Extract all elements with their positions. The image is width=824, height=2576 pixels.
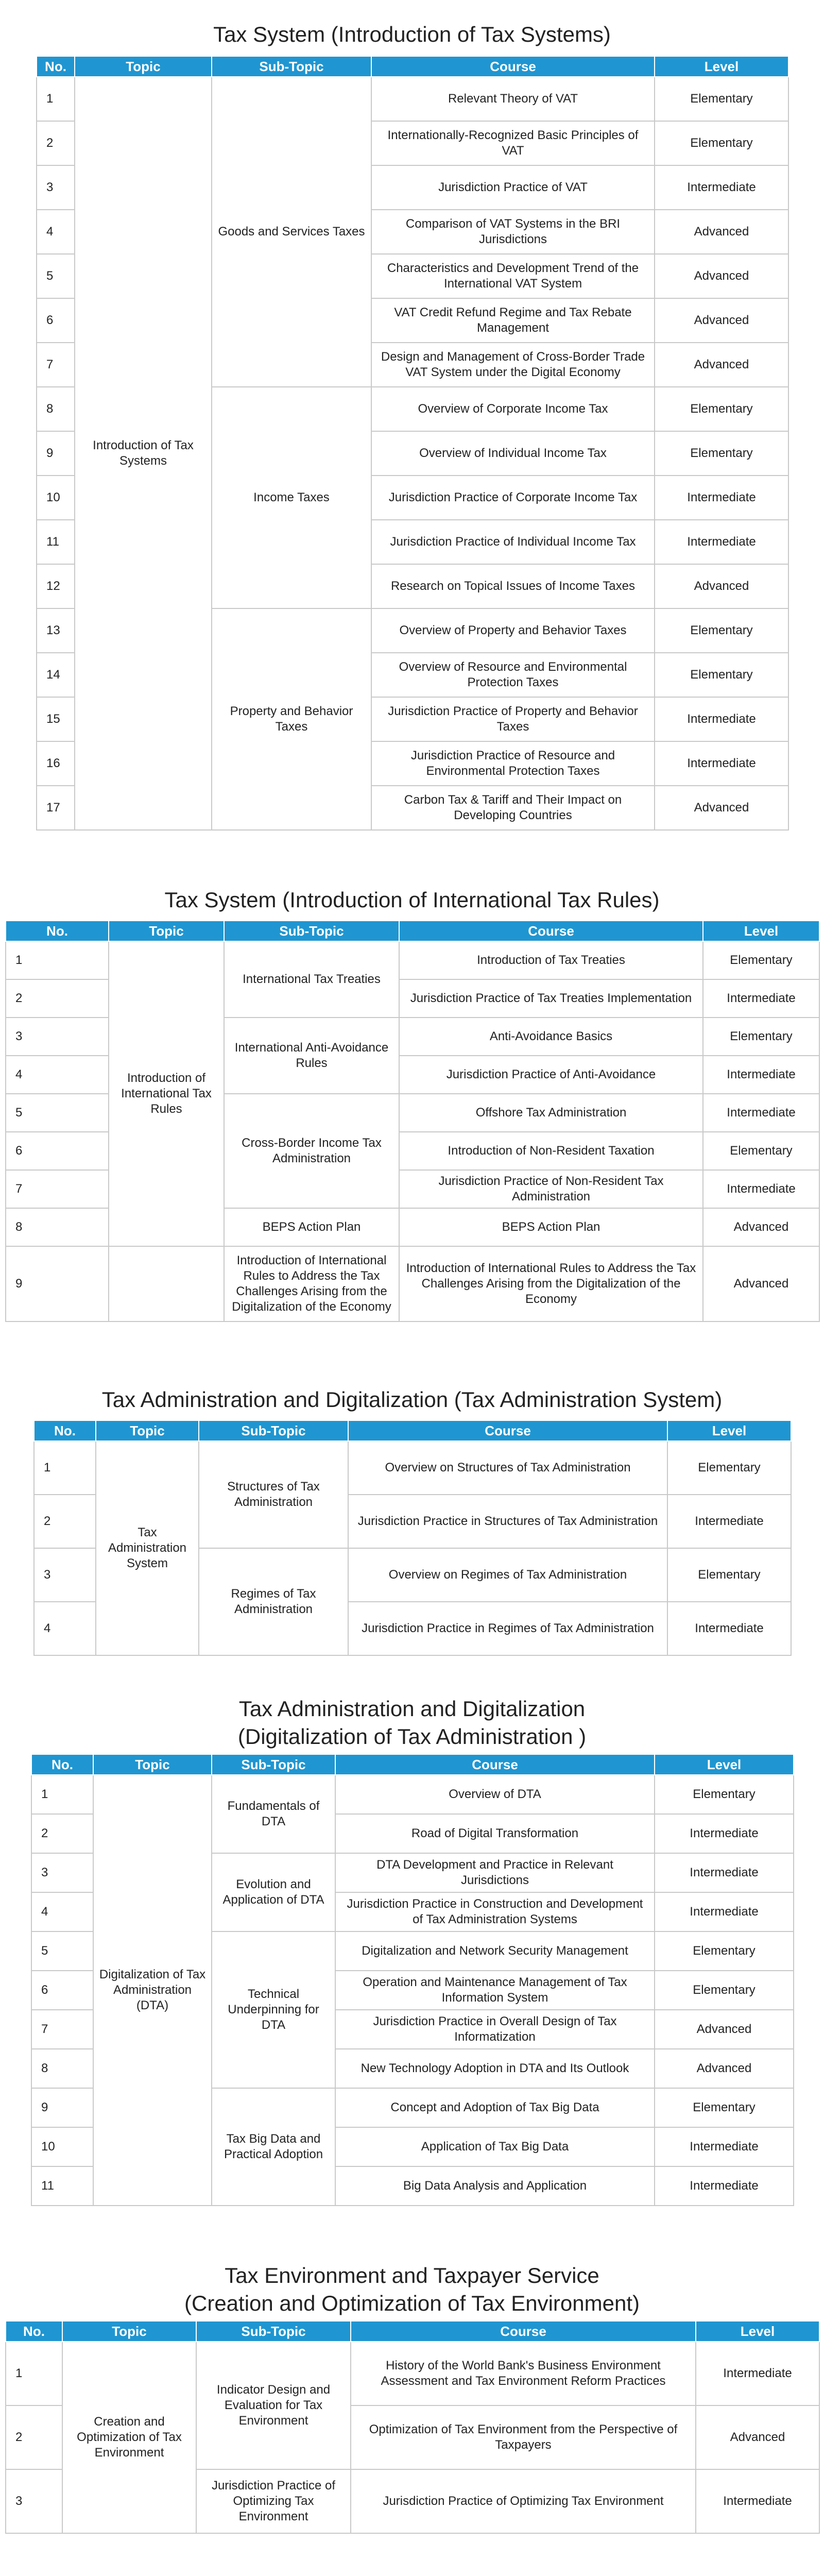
row-number: 5 <box>6 1094 109 1132</box>
course-cell: Jurisdiction Practice of Tax Treaties Implementation <box>399 979 703 1018</box>
course-cell: Jurisdiction Practice of VAT <box>371 165 655 210</box>
row-number: 2 <box>37 121 75 165</box>
topic-cell: Digitalization of Tax Administration (DTA) <box>93 1775 212 2206</box>
level-cell: Intermediate <box>696 2342 819 2405</box>
course-cell: Overview on Structures of Tax Administration <box>348 1441 667 1495</box>
course-cell: Overview of DTA <box>335 1775 655 1814</box>
row-number: 7 <box>31 2010 93 2049</box>
course-table <box>36 56 789 831</box>
level-cell: Elementary <box>655 653 788 697</box>
course-cell: Jurisdiction Practice in Overall Design of Tax Informatization <box>335 2010 655 2049</box>
row-number: 17 <box>37 786 75 830</box>
row-number: 16 <box>37 741 75 786</box>
row-number: 11 <box>31 2166 93 2206</box>
row-number: 5 <box>31 1931 93 1971</box>
course-cell: Jurisdiction Practice of Corporate Income Tax <box>371 476 655 520</box>
row-number: 1 <box>37 77 75 121</box>
row-number: 11 <box>37 520 75 564</box>
header-subtopic: Sub-Topic <box>196 2321 351 2342</box>
level-cell: Advanced <box>655 343 788 387</box>
level-cell: Elementary <box>703 1018 819 1056</box>
header-course: Course <box>348 1420 667 1441</box>
level-cell: Intermediate <box>655 1892 794 1931</box>
row-number: 3 <box>6 1018 109 1056</box>
level-cell: Intermediate <box>655 741 788 786</box>
row-number: 7 <box>37 343 75 387</box>
section-tax-environment <box>5 2262 819 2534</box>
course-cell: Overview of Individual Income Tax <box>371 431 655 476</box>
row-number: 15 <box>37 697 75 741</box>
section-title: Tax System (Introduction of International Tax Rules) <box>164 888 660 912</box>
level-cell: Elementary <box>655 77 788 121</box>
table-row <box>6 2342 819 2405</box>
subtopic-cell: Structures of Tax Administration <box>199 1441 348 1548</box>
section-digitalization-of-tax-administration <box>31 1695 793 2206</box>
course-cell: Overview on Regimes of Tax Administration <box>348 1548 667 1602</box>
level-cell: Advanced <box>703 1208 819 1246</box>
course-cell: Characteristics and Development Trend of the International VAT System <box>371 254 655 298</box>
subtopic-cell: International Tax Treaties <box>224 941 399 1018</box>
level-cell: Intermediate <box>703 1170 819 1208</box>
header-level: Level <box>696 2321 819 2342</box>
level-cell: Intermediate <box>655 476 788 520</box>
level-cell: Intermediate <box>655 2127 794 2166</box>
course-cell: Comparison of VAT Systems in the BRI Jurisdictions <box>371 210 655 254</box>
row-number: 8 <box>31 2049 93 2088</box>
level-cell: Elementary <box>655 1971 794 2010</box>
level-cell: Elementary <box>667 1548 791 1602</box>
subtopic-cell: International Anti-Avoidance Rules <box>224 1018 399 1094</box>
row-number: 9 <box>6 1246 109 1321</box>
subtopic-cell: Jurisdiction Practice of Optimizing Tax Environment <box>196 2469 351 2533</box>
row-number: 2 <box>31 1814 93 1853</box>
course-cell: Offshore Tax Administration <box>399 1094 703 1132</box>
header-no: No. <box>37 56 75 77</box>
header-no: No. <box>31 1754 93 1775</box>
level-cell: Advanced <box>696 2405 819 2469</box>
row-number: 8 <box>6 1208 109 1246</box>
course-cell: Overview of Corporate Income Tax <box>371 387 655 431</box>
header-topic: Topic <box>93 1754 212 1775</box>
section-title: Tax System (Introduction of Tax Systems) <box>213 22 611 46</box>
level-cell: Elementary <box>655 1775 794 1814</box>
course-cell: Anti-Avoidance Basics <box>399 1018 703 1056</box>
course-cell: History of the World Bank's Business Environment Assessment and Tax Environment Reform Practices <box>351 2342 696 2405</box>
row-number: 7 <box>6 1170 109 1208</box>
level-cell: Intermediate <box>703 1094 819 1132</box>
row-number: 2 <box>34 1495 96 1548</box>
level-cell: Intermediate <box>667 1602 791 1655</box>
level-cell: Advanced <box>655 254 788 298</box>
level-cell: Intermediate <box>655 1814 794 1853</box>
header-course: Course <box>335 1754 655 1775</box>
course-cell: Overview of Property and Behavior Taxes <box>371 608 655 653</box>
header-no: No. <box>6 2321 62 2342</box>
subtopic-cell: Introduction of International Rules to Address the Tax Challenges Arising from the Digitalization of the Economy <box>224 1246 399 1321</box>
header-course: Course <box>399 921 703 941</box>
header-topic: Topic <box>109 921 224 941</box>
course-cell: BEPS Action Plan <box>399 1208 703 1246</box>
subtopic-cell: Goods and Services Taxes <box>212 77 371 387</box>
level-cell: Advanced <box>655 210 788 254</box>
course-cell: DTA Development and Practice in Relevant Jurisdictions <box>335 1853 655 1892</box>
course-cell: Jurisdiction Practice in Construction and Development of Tax Administration Systems <box>335 1892 655 1931</box>
table-header-row <box>31 1754 794 1775</box>
row-number: 12 <box>37 564 75 608</box>
section-tax-administration-system <box>33 1386 791 1656</box>
header-level: Level <box>667 1420 791 1441</box>
row-number: 6 <box>6 1132 109 1170</box>
row-number: 10 <box>37 476 75 520</box>
level-cell: Advanced <box>655 298 788 343</box>
level-cell: Elementary <box>667 1441 791 1495</box>
row-number: 4 <box>37 210 75 254</box>
level-cell: Elementary <box>655 2088 794 2127</box>
row-number: 1 <box>34 1441 96 1495</box>
course-cell: Operation and Maintenance Management of Tax Information System <box>335 1971 655 2010</box>
row-number: 3 <box>37 165 75 210</box>
course-cell: Jurisdiction Practice of Anti-Avoidance <box>399 1056 703 1094</box>
table-header-row <box>37 56 788 77</box>
course-cell: Jurisdiction Practice in Structures of Tax Administration <box>348 1495 667 1548</box>
section-title: Tax Administration and Digitalization (Digitalization of Tax Administration ) <box>237 1697 587 1749</box>
header-level: Level <box>703 921 819 941</box>
row-number: 4 <box>6 1056 109 1094</box>
table-header-row <box>6 921 819 941</box>
course-cell: Concept and Adoption of Tax Big Data <box>335 2088 655 2127</box>
row-number: 1 <box>6 2342 62 2405</box>
course-cell: Introduction of Non-Resident Taxation <box>399 1132 703 1170</box>
level-cell: Intermediate <box>655 1853 794 1892</box>
row-number: 6 <box>31 1971 93 2010</box>
row-number: 2 <box>6 2405 62 2469</box>
subtopic-cell: Fundamentals of DTA <box>212 1775 335 1853</box>
level-cell: Advanced <box>655 786 788 830</box>
level-cell: Elementary <box>655 121 788 165</box>
row-number: 10 <box>31 2127 93 2166</box>
row-number: 4 <box>31 1892 93 1931</box>
subtopic-cell: BEPS Action Plan <box>224 1208 399 1246</box>
row-number: 5 <box>37 254 75 298</box>
course-cell: Internationally-Recognized Basic Principles of VAT <box>371 121 655 165</box>
course-cell: Overview of Resource and Environmental Protection Taxes <box>371 653 655 697</box>
table-row <box>6 941 819 979</box>
header-topic: Topic <box>62 2321 196 2342</box>
row-number: 2 <box>6 979 109 1018</box>
row-number: 4 <box>34 1602 96 1655</box>
header-topic: Topic <box>96 1420 199 1441</box>
table-row <box>31 1775 794 1814</box>
subtopic-cell: Property and Behavior Taxes <box>212 608 371 830</box>
level-cell: Intermediate <box>703 1056 819 1094</box>
header-subtopic: Sub-Topic <box>212 56 371 77</box>
level-cell: Advanced <box>703 1246 819 1321</box>
subtopic-cell: Cross-Border Income Tax Administration <box>224 1094 399 1208</box>
table-header-row <box>34 1420 791 1441</box>
level-cell: Intermediate <box>655 2166 794 2206</box>
course-cell: Jurisdiction Practice of Optimizing Tax Environment <box>351 2469 696 2533</box>
header-course: Course <box>351 2321 696 2342</box>
course-cell: Digitalization and Network Security Management <box>335 1931 655 1971</box>
level-cell: Intermediate <box>655 165 788 210</box>
course-cell: VAT Credit Refund Regime and Tax Rebate Management <box>371 298 655 343</box>
topic-cell <box>109 1246 224 1321</box>
course-cell: Big Data Analysis and Application <box>335 2166 655 2206</box>
header-no: No. <box>6 921 109 941</box>
header-topic: Topic <box>75 56 212 77</box>
level-cell: Elementary <box>655 431 788 476</box>
level-cell: Intermediate <box>696 2469 819 2533</box>
course-cell: Jurisdiction Practice in Regimes of Tax Administration <box>348 1602 667 1655</box>
level-cell: Elementary <box>655 608 788 653</box>
subtopic-cell: Indicator Design and Evaluation for Tax Environment <box>196 2342 351 2469</box>
header-subtopic: Sub-Topic <box>199 1420 348 1441</box>
level-cell: Intermediate <box>667 1495 791 1548</box>
level-cell: Elementary <box>655 387 788 431</box>
course-cell: Road of Digital Transformation <box>335 1814 655 1853</box>
course-cell: Jurisdiction Practice of Non-Resident Tax Administration <box>399 1170 703 1208</box>
level-cell: Advanced <box>655 564 788 608</box>
course-cell: Optimization of Tax Environment from the Perspective of Taxpayers <box>351 2405 696 2469</box>
course-table <box>31 1754 794 2206</box>
subtopic-cell: Evolution and Application of DTA <box>212 1853 335 1931</box>
topic-cell: Creation and Optimization of Tax Environment <box>62 2342 196 2533</box>
level-cell: Intermediate <box>655 697 788 741</box>
topic-cell: Tax Administration System <box>96 1441 199 1655</box>
course-cell: Research on Topical Issues of Income Taxes <box>371 564 655 608</box>
section-tax-systems <box>36 21 788 831</box>
course-cell: Jurisdiction Practice of Individual Income Tax <box>371 520 655 564</box>
course-cell: Relevant Theory of VAT <box>371 77 655 121</box>
level-cell: Advanced <box>655 2049 794 2088</box>
table-row <box>34 1441 791 1495</box>
header-course: Course <box>371 56 655 77</box>
row-number: 1 <box>31 1775 93 1814</box>
row-number: 9 <box>37 431 75 476</box>
row-number: 13 <box>37 608 75 653</box>
course-cell: Introduction of International Rules to Address the Tax Challenges Arising from the Digitalization of the Economy <box>399 1246 703 1321</box>
row-number: 9 <box>31 2088 93 2127</box>
level-cell: Advanced <box>655 2010 794 2049</box>
header-subtopic: Sub-Topic <box>224 921 399 941</box>
level-cell: Elementary <box>703 941 819 979</box>
table-header-row <box>6 2321 819 2342</box>
row-number: 8 <box>37 387 75 431</box>
subtopic-cell: Tax Big Data and Practical Adoption <box>212 2088 335 2206</box>
row-number: 3 <box>34 1548 96 1602</box>
header-level: Level <box>655 1754 794 1775</box>
course-cell: Carbon Tax & Tariff and Their Impact on Developing Countries <box>371 786 655 830</box>
subtopic-cell: Regimes of Tax Administration <box>199 1548 348 1655</box>
course-cell: Design and Management of Cross-Border Trade VAT System under the Digital Economy <box>371 343 655 387</box>
section-title: Tax Environment and Taxpayer Service (Creation and Optimization of Tax Environment) <box>184 2263 640 2315</box>
topic-cell: Introduction of International Tax Rules <box>109 941 224 1246</box>
section-title: Tax Administration and Digitalization (Tax Administration System) <box>101 1387 723 1412</box>
header-level: Level <box>655 56 788 77</box>
row-number: 14 <box>37 653 75 697</box>
row-number: 3 <box>31 1853 93 1892</box>
course-cell: Jurisdiction Practice of Resource and Environmental Protection Taxes <box>371 741 655 786</box>
topic-cell: Introduction of Tax Systems <box>75 77 212 830</box>
course-cell: Jurisdiction Practice of Property and Behavior Taxes <box>371 697 655 741</box>
section-international-tax-rules <box>5 886 819 1322</box>
level-cell: Elementary <box>703 1132 819 1170</box>
level-cell: Intermediate <box>703 979 819 1018</box>
table-row <box>6 1246 819 1321</box>
header-subtopic: Sub-Topic <box>212 1754 335 1775</box>
header-no: No. <box>34 1420 96 1441</box>
course-cell: Introduction of Tax Treaties <box>399 941 703 979</box>
course-table <box>5 920 820 1322</box>
subtopic-cell: Technical Underpinning for DTA <box>212 1931 335 2088</box>
course-table <box>5 2320 820 2534</box>
level-cell: Elementary <box>655 1931 794 1971</box>
course-cell: Application of Tax Big Data <box>335 2127 655 2166</box>
row-number: 1 <box>6 941 109 979</box>
row-number: 6 <box>37 298 75 343</box>
row-number: 3 <box>6 2469 62 2533</box>
subtopic-cell: Income Taxes <box>212 387 371 608</box>
course-cell: New Technology Adoption in DTA and Its Outlook <box>335 2049 655 2088</box>
level-cell: Intermediate <box>655 520 788 564</box>
table-row <box>37 77 788 121</box>
course-table <box>33 1420 792 1656</box>
